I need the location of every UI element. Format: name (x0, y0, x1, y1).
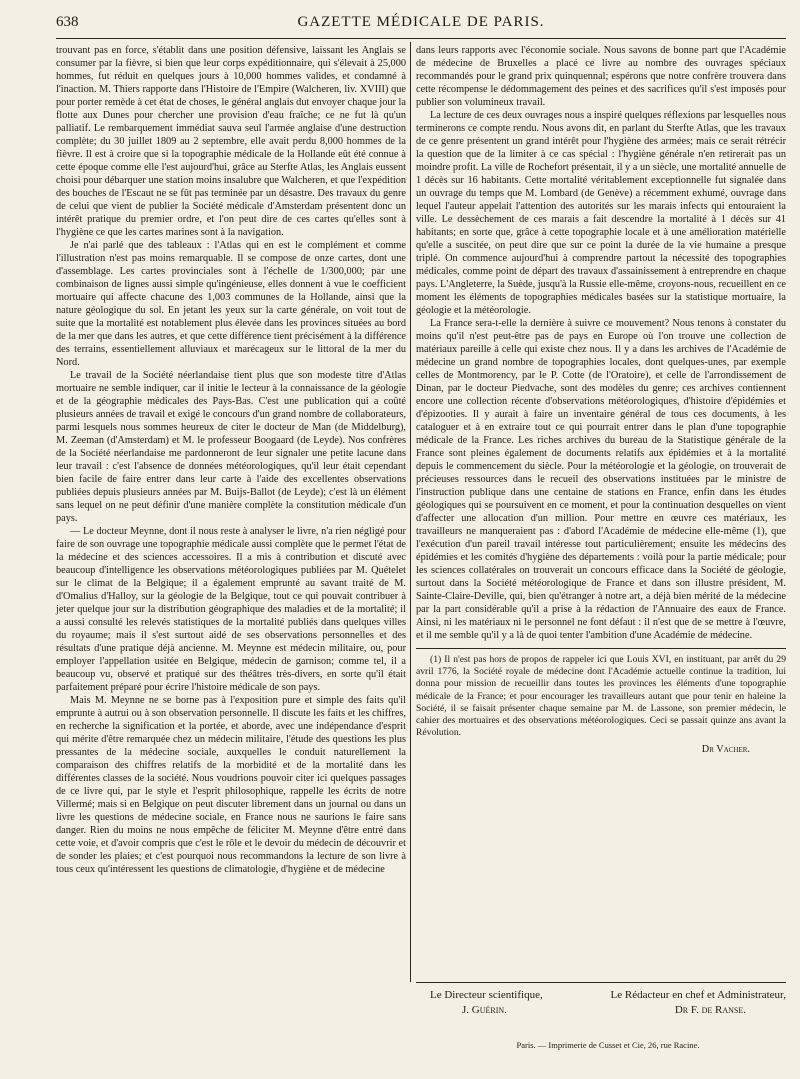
paragraph: dans leurs rapports avec l'économie sociale. Nous savons de bonne part que l'Académie de médecine de Bruxelles a placé ce livre au nombre des ouvrages spéciaux recommandés pour le grand prix quinquennal; espérons que notre confrère trouvera dans cette récompense le dédommagement des peines et des sacrifices qu'il s'est imposés pour publier son volumineux travail. (416, 45, 786, 108)
credits-block (430, 988, 786, 1018)
footnote-rule (416, 648, 786, 649)
column-divider (410, 42, 411, 982)
paragraph: trouvant pas en force, s'établit dans une position défensive, laissant les Anglais se consumer par la fièvre, si bien que leur corps expéditionnaire, qui s'élevait à 25,000 hommes, fut réduit en quelques jours à 10,000 hommes valides, et condamné à l'inaction. M. Thiers rapporte dans l'Histoire de l'Empire (Walcheren, liv. XVIII) que pour porter remède à cet état de choses, le général anglais dut envoyer chaque jour la flotte aux Dunes pour chercher une provision d'eau fraîche; ce ne fut là qu'un palliatif. Le rembarquement immédiat sauva seul l'armée anglaise d'une destruction complète; du 30 juillet 1809 au 2 septembre, elle avait perdu 8,000 hommes de la fièvre. Il est à croire que si la topographie médicale de la Hollande eût été connue à cette époque comme elle l'est aujourd'hui, grâce au Sterfte Atlas, les Anglais eussent choisi pour débarquer une station moins insalubre que Walcheren, et que l'expédition des bouches de l'Escaut ne se fût pas terminée par un désastre. Des travaux du genre de celui que vient de publier la Société médicale d'Amsterdam présentent donc un intérêt pratique du premier ordre, et l'on peut dire de ces cartes qu'elles sont à l'hygiène ce que les cartes marines sont à la navigation. (56, 45, 406, 238)
paragraph: Je n'ai parlé que des tableaux : l'Atlas qui en est le complément et comme l'illustration n'est pas moins remarquable. Il se compose de onze cartes, dont une d'assemblage. Les cartes provinciales sont à l'échelle de 1/300,000; par une combinaison de lignes aussi simple qu'ingénieuse, elles donnent à vue le coefficient mortuaire qui affecte chacune des 1,003 communes de la Hollande, ainsi que la nature géologique du sol. En jetant les yeux sur la carte générale, on voit tout de suite que la mortalité est notablement plus élevée dans les provinces situées au bord de la mer que dans les autres, et que cette différence tient précisément à la différence des terrains, essentiellement alluviaux et marécageux sur le littoral de la mer du Nord. (56, 240, 406, 368)
right-column (416, 44, 786, 756)
printer-imprint: Paris. — Imprimerie de Cusset et Cie, 26, rue Racine. (516, 1040, 700, 1050)
author-signature: Dr Vacher. (701, 744, 750, 756)
footnote: (1) Il n'est pas hors de propos de rappeler ici que Louis XVI, en instituant, par arrêt du 29 avril 1776, la Société royale de médecine dont l'Académie actuelle continue la tradition, lui donna pour mission de recueillir dans toutes les provinces les éléments d'une topographie médicale de la France; et pour encourager les travailleurs autant que pour tenir en haleine la Société, il se faisait présenter chaque semaine par M. de Lassone, son premier médecin, le cahier des mortuaires et des observations météorologiques. Ceci se passait quinze ans avant la Révolution. (416, 654, 786, 739)
left-column (56, 44, 406, 876)
page-number: 638 (56, 14, 79, 30)
publication-title: GAZETTE MÉDICALE DE PARIS. (297, 14, 545, 30)
director-name: J. Guérin. (462, 1004, 507, 1016)
editor-role: Le Rédacteur en chef et Administrateur, (610, 989, 786, 1001)
director-role: Le Directeur scientifique, (430, 989, 543, 1001)
paragraph: Mais M. Meynne ne se borne pas à l'exposition pure et simple des faits qu'il emprunte à autrui ou à son observation personnelle. Il discute les faits et les chiffres, en recherche la signification et la portée, et aborde, avec une indépendance d'esprit qui mérite d'être remarquée chez un médecin militaire, l'étude des questions les plus pressantes de la médecine sociale, auxquelles le conduit naturellement la comparaison des chiffres relatifs de la morbidité et de la mortalité dans les différentes classes de la société. Nous voudrions pouvoir citer ici quelques passages de ce livre qui, par le style et l'esprit philosophique, rappelle les écrits de notre Villermé; mais si en Belgique on peut discuter librement dans un journal ou dans un livre les questions de médecine sociale, en France nous ne saurions le faire sans danger. Rien du moins ne nous empêche de féliciter M. Meynne d'être entré dans cette voie, et d'avoir compris que c'est le rôle et le devoir du médecin de découvrir et de sonder les plaies; et c'est pourquoi nous recommandons la lecture de son livre à tous ceux qu'intéressent les questions de climatologie, d'hygiène et de médecine (56, 695, 406, 875)
header-rule (56, 38, 786, 39)
paragraph: — Le docteur Meynne, dont il nous reste à analyser le livre, n'a rien négligé pour faire de son ouvrage une topographie médicale aussi complète que le permet l'état de la médecine et des sciences accessoires. Il a mis à contribution et discuté avec beaucoup d'intelligence les observations météorologiques publiées par M. Quételet sur le climat de la Belgique; il a également emprunté au savant traité de M. d'Omalius d'Halloy, sur la géologie de la Belgique, tout ce qui pouvait contribuer à jeter quelque jour sur la distribution géographique des maladies et de la mortalité; il a aussi consulté les relevés statistiques de la mortalité publiés dans quelques villes du royaume; mais il s'est surtout aidé de ses observations personnelles et des résultats d'une pratique déjà ancienne. M. Meynne est médecin militaire, ou, pour employer l'appellation usitée en Belgique, médecin de garnison; comme tel, il a beaucoup vu, observé et pratiqué sur des théâtres très-divers, en sorte qu'il était parfaitement préparé pour écrire l'histoire médicale de son pays. (56, 526, 406, 693)
editor-name: Dr F. de Ranse. (674, 1004, 746, 1016)
paragraph: La lecture de ces deux ouvrages nous a inspiré quelques réflexions par lesquelles nous terminerons ce compte rendu. Nous avons dit, en parlant du Sterfte Atlas, que les travaux de ce genre présentent un grand intérêt pour l'hygiène des armées; mais ce serait rétrécir la question que de la limiter à ce cas spécial : l'hygiène générale n'en retirerait pas un moindre profit. La ville de Rochefort présentait, il y a un siècle, une mortalité annuelle de 1 décès sur 16 habitants. Cette mortalité véritablement exceptionnelle fut signalée dans un ouvrage du temps que M. Lombard (de Genève) a récemment exhumé, ouvrage dans lequel l'auteur appelait l'attention des autorités sur les marais infects qui entouraient la ville. Le dessèchement de ces marais a fait descendre la mortalité à 1 décès sur 41 habitants; en sorte que, grâce à cette topographie locale et à une amélioration matérielle qu'elle a suscitée, on peut dire que sur ce point la durée de la vie humaine a presque triplé. On commence aujourd'hui à comprendre partout la nécessité des topographies médicales, comme point de départ des travaux d'assainissement à entreprendre en chaque pays. L'Angleterre, la Suède, jusqu'à la Russie elle-même, croyons-nous, recueillent en ce moment les éléments de topographies médicales basées sur la statistique mortuaire, la géologie et la météorologie. (416, 110, 786, 316)
paragraph: Le travail de la Société néerlandaise tient plus que son modeste titre d'Atlas mortuaire ne semble indiquer, car il initie le lecteur à la connaissance de la géologie et de la géographie médicales des Pays-Bas. C'est une publication qui a coûté plusieurs années de travail et exigé le concours d'un grand nombre de collaborateurs, parmi lesquels nous sommes heureux de citer le docteur de Man (de Middelburg), M. Zeeman (d'Amsterdam) et M. le professeur Boogaard (de Leyde). Nos confrères de la Société néerlandaise me pardonneront de leur signaler une petite lacune dans leur travail : c'est l'absence de données météorologiques, qu'il leur était cependant bien facile de faire entrer dans leur carte à l'aide des excellentes observations publiées depuis plusieurs années par M. Buijs-Ballot (de Leyde); c'est là un élément sans lequel on ne peut définir d'une manière complète la constitution médicale d'un pays. (56, 370, 406, 524)
credits-rule (416, 982, 786, 983)
page-header (56, 14, 786, 36)
paragraph: La France sera-t-elle la dernière à suivre ce mouvement? Nous tenons à constater du moins qu'il n'est peut-être pas de pays en Europe où l'on trouve une collection de matériaux pareille à celle qui existe chez nous. Il y a dans les archives de l'Académie de médecine un grand nombre de topographies locales, dont quelques-unes, par exemple celles de Montmorency, par le P. Cotte (de l'Oratoire), et celle de l'arrondissement de Dinan, par le docteur Piedvache, sont des modèles du genre; ces archives contiennent encore une collection récente d'observations météorologiques, d'histoire d'épidémies et d'épizooties. Il y aurait à faire un inventaire général de tous ces documents, à les cataloguer et à en extraire tout ce qui pourrait entrer dans le plan d'une topographie médicale de la France. Les riches archives du bureau de la Statistique générale de la France sont pleines également de documents relatifs aux épidémies et à la mortalité depuis le commencement du siècle. Pour la météorologie et la géologie, on trouverait de précieuses ressources dans le recueil des observations instituées par le ministre de l'instruction publique dans une centaine de stations en France, enfin dans les études géologiques qui se poursuivent en ce moment, et pour la continuation desquelles on vient d'affecter une allocation d'un million. Pour mettre en œuvre ces matériaux, les travailleurs ne manqueraient pas : d'abord l'Académie de médecine elle-même (1), que l'exécution d'un pareil travail intéresse tout particulièrement; ensuite les médecins des épidémies et les comités d'hygiène des départements : voilà pour la partie médicale; pour les sciences collatérales on trouverait un concours efficace dans la Société de géologie, surtout dans la Société météorologique de France et dans son illustre président, M. Sainte-Claire-Deville, qui, bien qu'étranger à notre art, a déjà bien mérité de la médecine par la part considérable qu'il a prise à la rédaction de l'Annuaire des eaux de France. Ainsi, ni les matériaux ni le personnel ne font défaut : il n'est que de se mettre à l'œuvre, et il me semble qu'il y a là de quoi tenter l'ambition d'une Académie de médecine. (416, 318, 786, 641)
